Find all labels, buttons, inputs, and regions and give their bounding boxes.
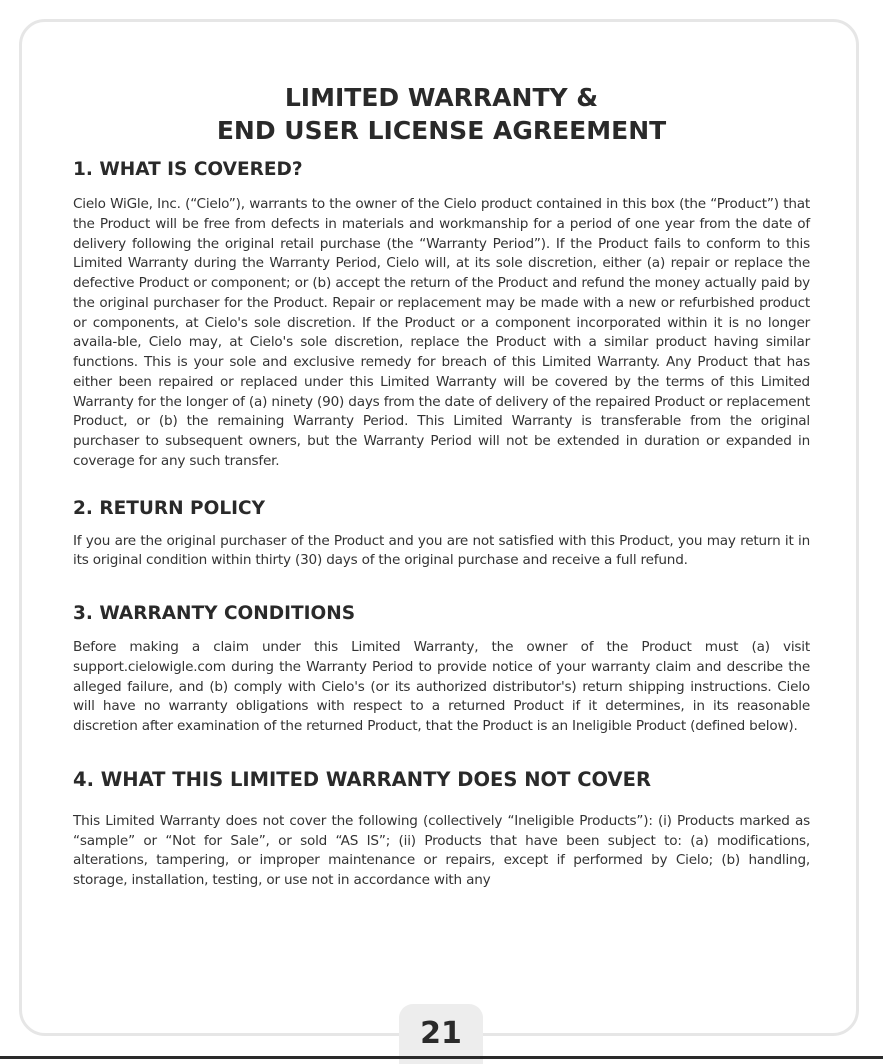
title-line-2: END USER LICENSE AGREEMENT [216,115,667,145]
section-paragraph: Cielo WiGle, Inc. (“Cielo”), warrants to the owner of the Cielo product contained in this box (the “Product”) that the Product will be free from defects in materials and workmanship for a period of one year from the date of delivery following the original retail purchase (the “Warranty Period”). If the Product fails to conform to this Limited Warranty during the Warranty Period, Cielo will, at its sole discretion, either (a) repair or replace the defective Product or component; or (b) accept the return of the Product and refund the money actually paid by the original purchaser for the Product. Repair or replacement may be made with a new or refurbished product or components, at Cielo's sole discretion. If the Product or a component incorporated within it is no longer availa-ble, Cielo may, at Cielo's sole discretion, replace the Product with a similar product having similar functions. This is your sole and exclusive remedy for breach of this Limited Warranty. Any Product that has either been repaired or replaced under this Limited Warranty will be covered by the terms of this Limited Warranty for the longer of (a) ninety (90) days from the date of delivery of the repaired Product or replacement Product, or (b) the remaining Warranty Period. This Limited Warranty is transferable from the original purchaser to subsequent owners, but the Warranty Period will not be extended in duration or expanded in coverage for any such transfer. [73,196,810,469]
document-body [73,157,810,891]
section-what-is-covered [73,157,810,472]
page-number-tab [399,1004,483,1064]
section-return-policy [73,496,810,572]
section-paragraph: This Limited Warranty does not cover the following (collectively “Ineligible Products”): (i) Products marked as “sample” or “Not for Sale”, or sold “AS IS”; (ii) Products that have been subject to: (a) modifications, alterations, tampering, or improper maintenance or repairs, except if performed by Cielo; (b) handling, storage, installation, testing, or use not in accordance with any [73,812,810,888]
page-number: 21 [420,1016,462,1051]
section-paragraph: If you are the original purchaser of the Product and you are not satisfied with this Product, you may return it in its original condition within thirty (30) days of the original purchase and receive a full refund. [73,532,810,569]
section-not-covered [73,767,810,891]
section-heading: 2. RETURN POLICY [73,497,265,519]
section-heading: 3. WARRANTY CONDITIONS [73,603,356,624]
section-paragraph: Before making a claim under this Limited Warranty, the owner of the Product must (a) visit support.cielowigle.com during the Warranty Period to provide notice of your warranty claim and describe the alleged failure, and (b) comply with Cielo's (or its authorized distributor's) return shipping instructions. Cielo will have no warranty obligations with respect to a returned Product if it determines, in its reasonable discretion after examination of the returned Product, that the Product is an Ineligible Product (defined below). [73,639,810,734]
section-warranty-conditions [73,601,810,737]
section-heading: 1. WHAT IS COVERED? [73,159,303,180]
document-title [0,81,883,147]
title-line-1: LIMITED WARRANTY & [284,82,599,112]
section-heading: 4. WHAT THIS LIMITED WARRANTY DOES NOT COVER [73,767,651,791]
